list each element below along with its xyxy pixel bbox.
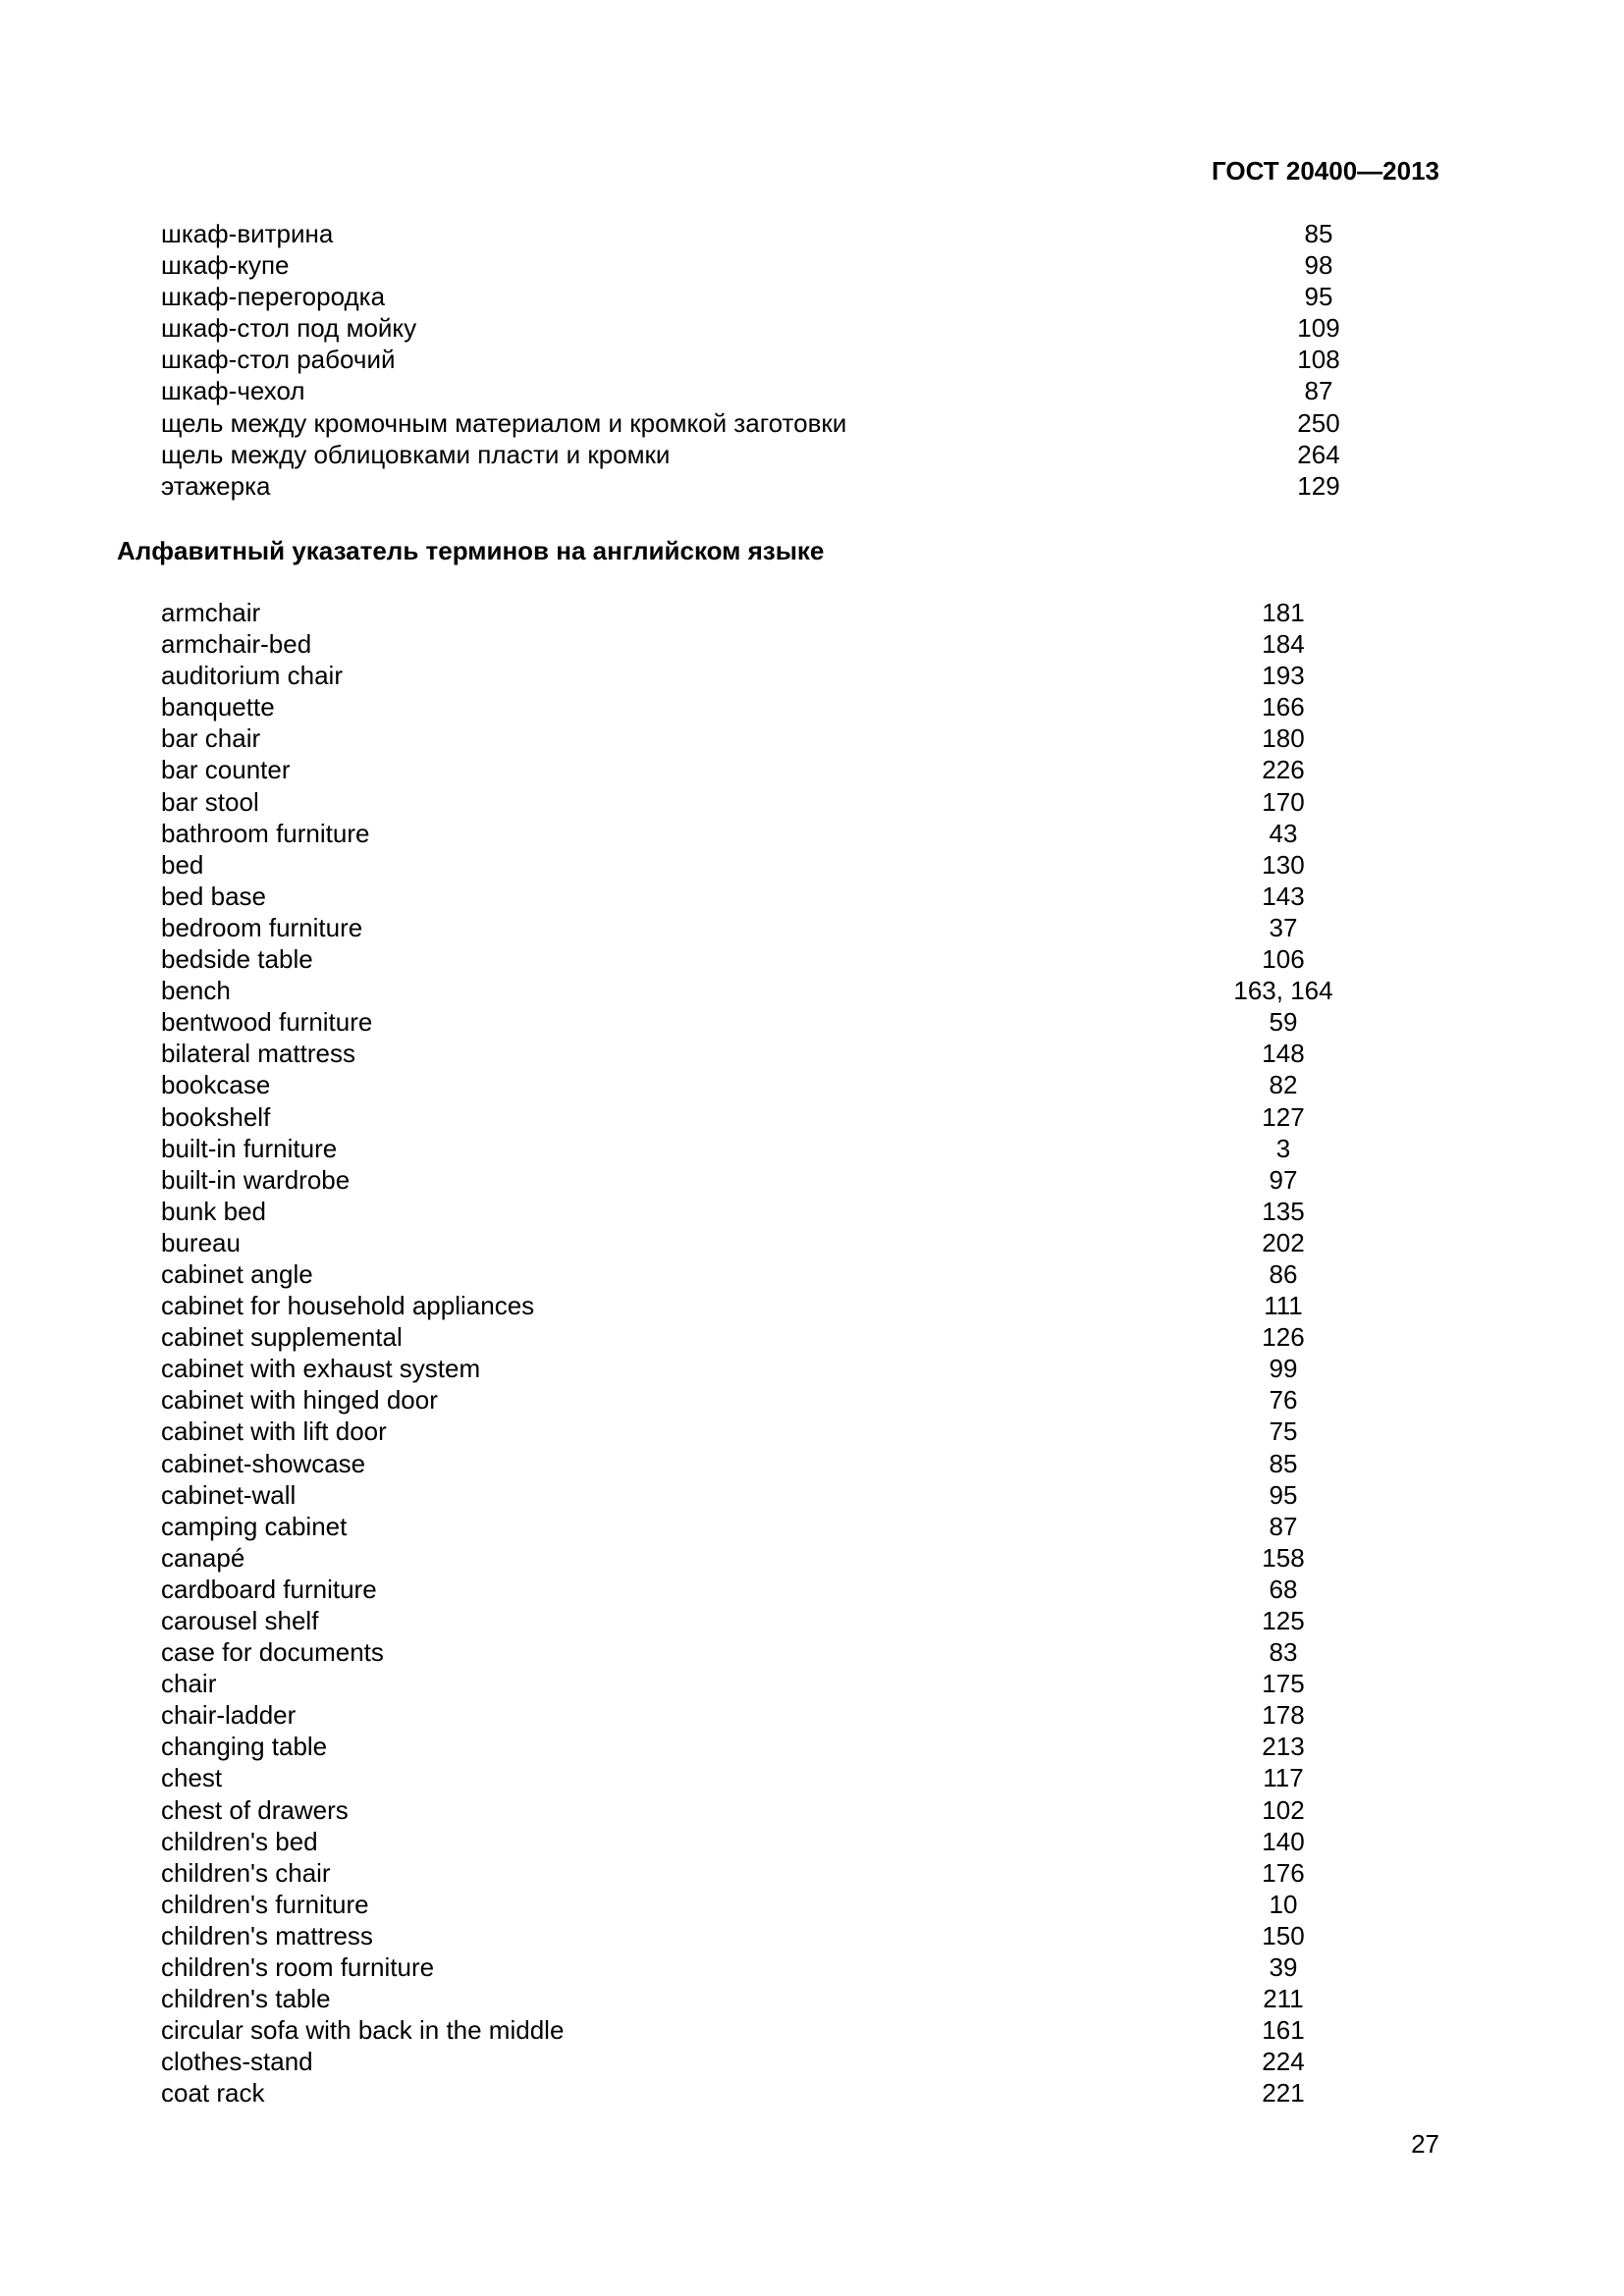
index-term-number: 85 [1304,219,1333,248]
index-term: children's table [161,1984,331,2014]
index-term: шкаф-витрина [161,219,334,248]
index-term: children's room furniture [161,1952,435,1983]
index-term: cabinet with lift door [161,1416,387,1447]
index-term-number: 98 [1304,250,1333,281]
index-term-number: 250 [1297,407,1340,438]
index-term-number: 181 [1262,598,1305,627]
index-term-number: 125 [1262,1606,1305,1635]
index-term-number: 87 [1269,1511,1298,1541]
document-code: ГОСТ 20400—2013 [1212,156,1439,186]
index-term-number: 163, 164 [1233,976,1333,1006]
index-term-number: 106 [1262,944,1305,975]
index-term-number: 184 [1262,629,1305,660]
index-term: cardboard furniture [161,1574,377,1604]
index-term: щель между облицовками пласти и кромки [161,439,671,469]
index-term-number: 99 [1269,1354,1298,1384]
index-term-number: 102 [1262,1794,1305,1825]
index-term: changing table [161,1732,328,1762]
index-term: children's bed [161,1826,318,1856]
index-term-number: 85 [1269,1448,1298,1478]
page-number: 27 [1411,2129,1439,2159]
index-term-number: 109 [1297,313,1340,344]
index-term: bed [161,849,204,880]
index-term-number: 10 [1269,1889,1298,1919]
index-term: built-in furniture [161,1133,338,1163]
index-term: bentwood furniture [161,1007,373,1038]
index-term: bedside table [161,944,313,975]
index-term: шкаф-купе [161,250,290,281]
index-term-number: 135 [1262,1196,1305,1226]
index-term: chest of drawers [161,1794,349,1825]
index-term-number: 111 [1264,1291,1303,1321]
index-term: bar stool [161,786,259,817]
index-term: cabinet with exhaust system [161,1354,481,1384]
index-term-number: 37 [1269,912,1298,942]
index-term-number: 180 [1262,723,1305,754]
index-term-number: 224 [1262,2047,1305,2077]
index-term: banquette [161,692,275,722]
index-term-number: 83 [1269,1637,1298,1668]
index-term-number: 148 [1262,1039,1305,1069]
index-term-number: 166 [1262,692,1305,722]
index-term-number: 59 [1269,1007,1298,1038]
index-term-number: 82 [1269,1070,1298,1100]
index-term: bilateral mattress [161,1039,355,1069]
index-term: cabinet supplemental [161,1322,403,1353]
index-term: chair-ladder [161,1700,297,1731]
index-term-number: 158 [1262,1542,1305,1573]
index-term: canapé [161,1542,245,1573]
index-term: clothes-stand [161,2047,313,2077]
index-term-number: 95 [1304,282,1333,312]
index-term-number: 170 [1262,786,1305,817]
index-term: bookcase [161,1070,271,1100]
index-term: built-in wardrobe [161,1164,351,1195]
index-term-number: 176 [1262,1857,1305,1888]
index-term-number: 3 [1275,1133,1291,1163]
index-term: bar counter [161,755,291,785]
index-term-number: 221 [1262,2078,1305,2109]
index-term-number: 86 [1269,1258,1298,1289]
index-term-number: 43 [1269,818,1298,848]
index-term-number: 175 [1262,1669,1305,1699]
index-term: auditorium chair [161,661,343,691]
index-term-number: 143 [1262,881,1305,911]
index-term: bureau [161,1227,241,1257]
index-term-number: 95 [1269,1479,1298,1510]
index-term-number: 129 [1297,470,1340,501]
index-term: children's furniture [161,1889,369,1919]
index-term: cabinet with hinged door [161,1385,438,1415]
index-term: armchair [161,598,261,627]
index-term: шкаф-стол под мойку [161,313,417,344]
index-term: щель между кромочным материалом и кромкой заготовки [161,407,847,438]
index-term: cabinet angle [161,1258,313,1289]
index-term: chair [161,1669,217,1699]
index-term-number: 213 [1262,1732,1305,1762]
index-term-number: 68 [1269,1574,1298,1604]
index-term: bunk bed [161,1196,266,1226]
index-term: шкаф-чехол [161,376,305,406]
index-term-number: 140 [1262,1826,1305,1856]
index-term: cabinet-showcase [161,1448,366,1478]
index-term: circular sofa with back in the middle [161,2015,565,2046]
index-term: camping cabinet [161,1511,348,1541]
section-title-english-index: Алфавитный указатель терминов на английском языке [117,536,825,565]
index-term: case for documents [161,1637,384,1668]
index-term-number: 226 [1262,755,1305,785]
index-term: cabinet for household appliances [161,1291,535,1321]
index-term-number: 76 [1269,1385,1298,1415]
index-term: children's mattress [161,1920,373,1950]
index-term-number: 130 [1262,849,1305,880]
index-term-number: 75 [1269,1416,1298,1447]
index-term-number: 202 [1262,1227,1305,1257]
index-term-number: 211 [1263,1984,1304,2014]
index-term: chest [161,1763,223,1793]
index-term-number: 193 [1262,661,1305,691]
index-term-number: 264 [1297,439,1340,469]
index-term-number: 108 [1297,345,1340,375]
index-term: coat rack [161,2078,265,2109]
index-term-number: 117 [1263,1763,1304,1793]
index-term-number: 97 [1269,1164,1298,1195]
index-term: bench [161,976,231,1006]
index-term: этажерка [161,470,271,501]
index-term: cabinet-wall [161,1479,297,1510]
index-term-number: 126 [1262,1322,1305,1353]
index-term-number: 161 [1262,2015,1305,2046]
index-term: bookshelf [161,1101,271,1132]
index-term-number: 87 [1304,376,1333,406]
index-term-number: 150 [1262,1920,1305,1950]
index-term: carousel shelf [161,1606,319,1635]
index-term: bed base [161,881,266,911]
index-term: bathroom furniture [161,818,370,848]
index-term-number: 39 [1269,1952,1298,1983]
index-term-number: 178 [1262,1700,1305,1731]
index-term: bar chair [161,723,261,754]
index-term: шкаф-перегородка [161,282,386,312]
index-term-number: 127 [1262,1101,1305,1132]
index-term: bedroom furniture [161,912,363,942]
index-term: armchair-bed [161,629,312,660]
index-term: children's chair [161,1857,331,1888]
index-term: шкаф-стол рабочий [161,345,396,375]
